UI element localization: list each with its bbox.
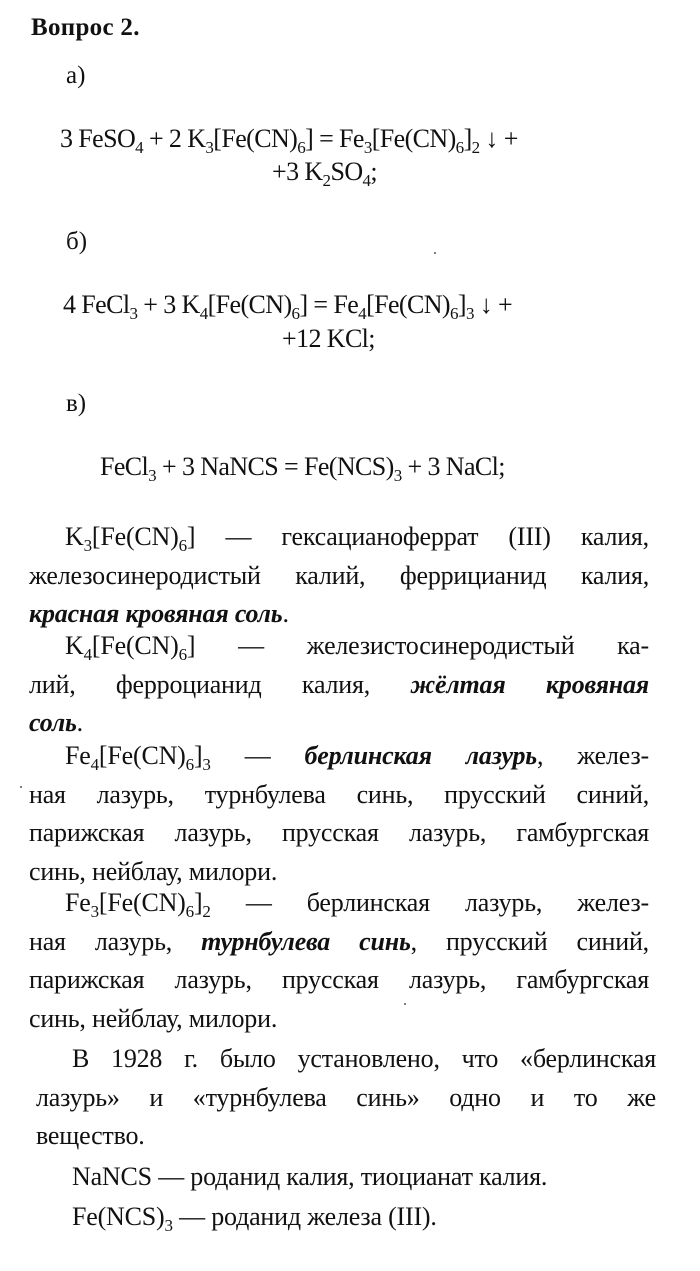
definition-line: ная лазурь, турнбулева синь, прусский синий,	[29, 926, 649, 956]
definition-line: соль.	[29, 708, 83, 737]
formula: $K_4[Fe(CN)_6]$	[65, 631, 196, 664]
note-line: лазурь» и «турнбулева синь» одно и то же	[36, 1082, 656, 1112]
definition-line: $K_4[Fe(CN)_6]$ — железистосинеродистый ка-	[65, 631, 649, 664]
highlighted-term: турнбулева синь	[201, 926, 411, 956]
equation-a-line1: 3 FeSO$_4$ + 2 $K_3[Fe(CN)_6] = Fe_3[Fe(CN)_6]_2$ ↓ +	[60, 124, 518, 157]
definition-line: лий, ферроцианид калия, жёлтая кровяная	[29, 669, 649, 699]
equation-v: FeCl$_3$ + 3 NaNCS = $Fe(NCS)_3 + 3$ NaCl;	[100, 452, 505, 485]
definition-line: железосинеродистый калий, феррицианид калия,	[29, 560, 649, 590]
definition-line: парижская лазурь, прусская лазурь, гамбургская	[29, 965, 649, 994]
definition-line: синь, нейблау, милори.	[29, 856, 278, 886]
scan-speck	[20, 786, 22, 788]
definition-fe4-berlin-blue	[29, 737, 649, 891]
scan-speck	[434, 252, 436, 254]
definition-line: $K_3[Fe(CN)_6]$ — гексацианоферрат (III) калия,	[65, 522, 649, 555]
definition-line: $Fe_3[Fe(CN)_6]_2$ — берлинская лазурь, желез-	[65, 888, 649, 921]
definition-k3-ferricyanide	[29, 518, 649, 634]
note-line: вещество.	[36, 1121, 145, 1150]
definition-line: ная лазурь, турнбулева синь, прусский синий,	[29, 779, 649, 809]
formula: $Fe_3[Fe(CN)_6]_2$	[65, 888, 211, 921]
note-line: В 1928 г. было установлено, что «берлинская	[72, 1044, 656, 1073]
equation-b-line1: 4 FeCl$_3$ + 3 $K_4[Fe(CN)_6] = Fe_4[Fe(CN)_6]_3$ ↓ +	[63, 290, 513, 323]
formula: $Fe(NCS)_3$	[72, 1202, 173, 1235]
definition-line: парижская лазурь, прусская лазурь, гамбургская	[29, 818, 649, 847]
highlighted-term: берлинская лазурь	[304, 741, 537, 770]
definition-fe3-turnbull-blue	[29, 884, 649, 1038]
definition-line: $Fe_4[Fe(CN)_6]_3$ — берлинская лазурь, желез-	[65, 741, 649, 774]
definition-line: красная кровяная соль.	[29, 599, 289, 628]
definition-k4-ferrocyanide	[29, 627, 649, 743]
highlighted-term: красная кровяная соль	[29, 599, 283, 628]
highlighted-term: жёлтая кровяная	[410, 669, 649, 699]
definition-line: синь, нейблау, милори.	[29, 1003, 278, 1033]
highlighted-term: соль	[29, 708, 77, 737]
definition-line: NaNCS — роданид калия, тиоцианат калия.	[72, 1162, 548, 1191]
formula: $Fe_4[Fe(CN)_6]_3$	[65, 741, 211, 774]
question-title: Вопрос 2.	[31, 14, 140, 41]
definition-nancs	[36, 1158, 656, 1197]
definition-fe-ncs3	[36, 1198, 656, 1237]
equation-a-line2: +3 $K_2SO_4$;	[272, 157, 378, 190]
part-b-label: б)	[66, 228, 88, 255]
formula: $K_3[Fe(CN)_6]$	[65, 522, 196, 555]
part-a-label: а)	[66, 62, 86, 89]
part-v-label: в)	[66, 390, 87, 417]
definition-line: $Fe(NCS)_3$ — роданид железа (III).	[72, 1202, 437, 1235]
scan-speck	[404, 1003, 406, 1005]
equation-b-line2: +12 KCl;	[282, 324, 375, 353]
formula: NaNCS	[72, 1162, 152, 1191]
historical-note	[36, 1040, 656, 1156]
